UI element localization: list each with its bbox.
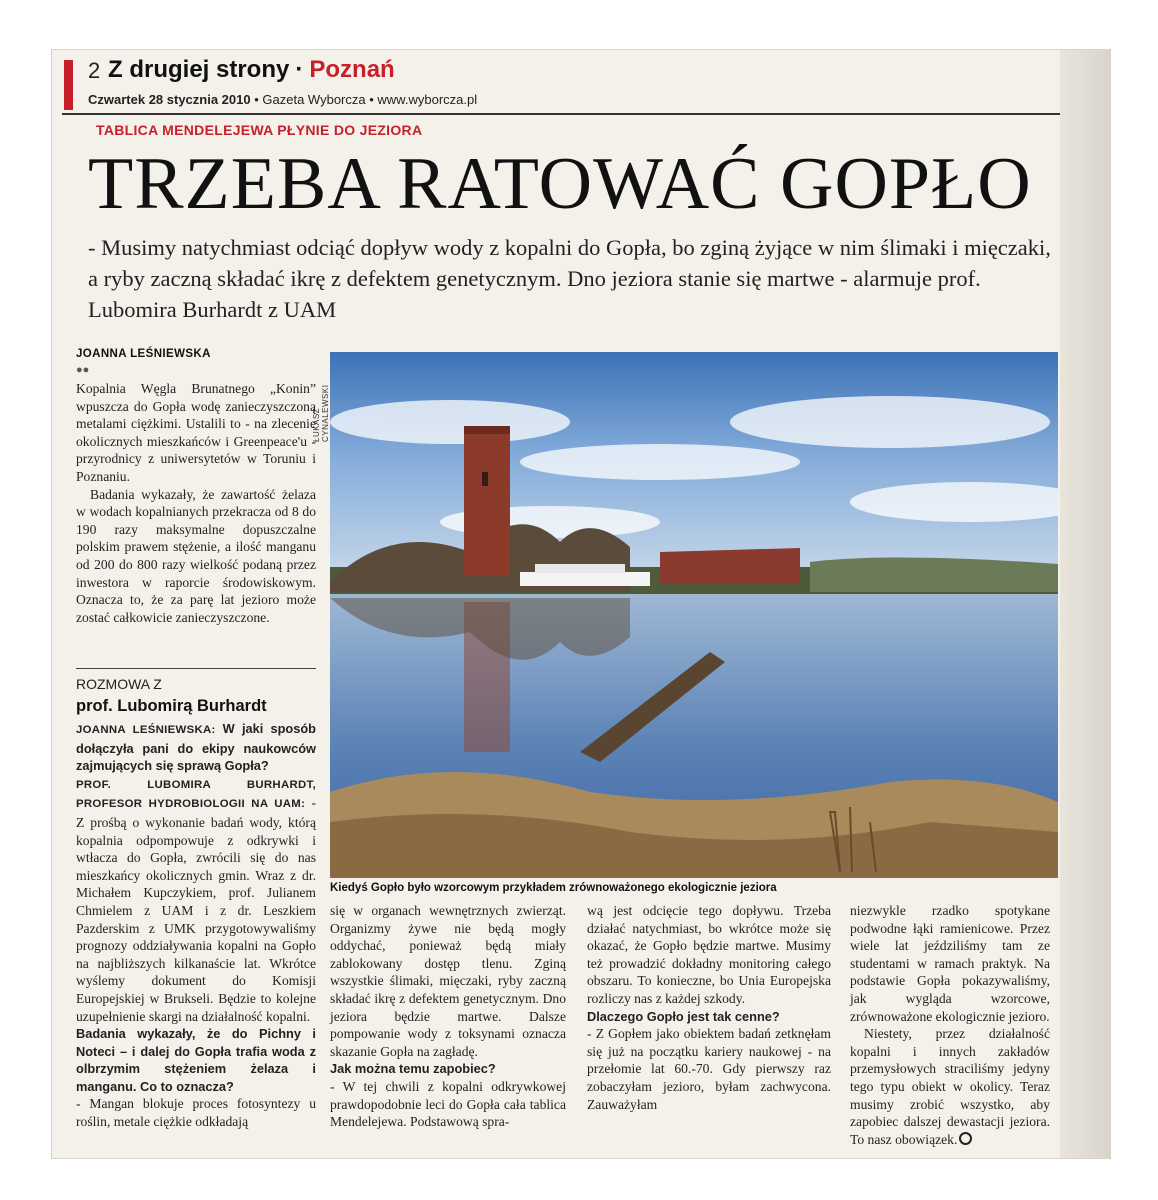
answer-3-continued: wą jest odcięcie tego dopływu. Trzeba działać natychmiast, bo wkrótce może się okazać, że Gopło będzie martwe. Musimy też prowadzić dokładny monitoring całego obszaru. To konieczne, bo Unia Europejska rozliczy nas z każdej szkody. bbox=[587, 903, 831, 1006]
article-photo-goplo-lake bbox=[330, 352, 1058, 878]
answer-5-text: Niestety, przez działalność kopalni i innych zakładów przemysłowych straciliśmy jedyny tego typu obiekt w okolicy. Teraz musimy zrobić wszystko, aby zapobiec dalszej dewastacji jeziora. To nasz obowiązek. bbox=[850, 1026, 1050, 1147]
answer-1 bbox=[76, 775, 316, 1025]
question-4: Dlaczego Gopło jest tak cenne? bbox=[587, 1008, 780, 1024]
intro-paragraph-1: Kopalnia Węgla Brunatnego „Konin” wpuszcza do Gopła wodę zanieczyszczoną metalami ciężkimi. Ustalili to - na zlecenie okolicznych mieszkańców i Greenpeace'u - przyrodnicy z uniwersytetów w Toruniu i Poznaniu. bbox=[76, 381, 316, 484]
article-kicker: TABLICA MENDELEJEWA PŁYNIE DO JEZIORA bbox=[96, 122, 423, 138]
interview-column-4 bbox=[850, 902, 1050, 1148]
question-3: Jak można temu zapobiec? bbox=[330, 1061, 496, 1077]
paper-name: Gazeta Wyborcza bbox=[262, 92, 366, 107]
answer-4-continued: niezwykle rzadko spotykane podwodne łąki ramienicowe. Przez wiele lat jeździliśmy tam ze studentami w ramach praktyk. Na podstawie Gopła pokazywaliśmy, jak wygląda wzorcowe, zrównoważone ekologicznie jezioro. bbox=[850, 903, 1050, 1024]
paper-website: www.wyborcza.pl bbox=[377, 92, 478, 107]
separator-dot: · bbox=[295, 56, 304, 83]
adjacent-page-edge bbox=[1060, 50, 1110, 1158]
photo-credit: ŁUKASZ CYNALEWSKI bbox=[312, 384, 330, 442]
end-of-article-mark bbox=[959, 1132, 972, 1145]
article-lead: - Musimy natychmiast odciąć dopływ wody z kopalni do Gopła, bo zginą żyjące w nim ślimaki i mięczaki, a ryby zaczną składać ikrę z defektem genetycznym. Dno jeziora stanie się martwe - alarmuje prof. Lubomira Burhardt z UAM bbox=[88, 235, 1051, 322]
byline-bullets: ●● bbox=[76, 364, 90, 376]
page-number: 2 bbox=[88, 58, 101, 83]
issue-date: Czwartek 28 stycznia 2010 bbox=[88, 92, 251, 107]
answer-5 bbox=[850, 1025, 1050, 1148]
intro-column bbox=[76, 380, 316, 626]
separator-dot: • bbox=[369, 92, 378, 107]
interview-column-3 bbox=[587, 902, 831, 1113]
section-header bbox=[108, 56, 395, 84]
article-headline: TRZEBA RATOWAĆ GOPŁO bbox=[88, 143, 1032, 225]
section-city: Poznań bbox=[309, 56, 395, 83]
answer-2-continued: się w organach wewnętrznych zwierząt. Organizmy żywe nie będą mogły oddychać, ponieważ będą miały zablokowany dostęp tlenu. Zginą wszystkie ślimaki, mięczaki, ryby zaczną składać ikrę z defektem genetycznym. Dno jeziora będzie martwe. Dalsze pompowanie wody z toksynami oznacza skazanie Gopła na zagładę. bbox=[330, 903, 566, 1059]
header-rule bbox=[62, 113, 1060, 115]
answer-speaker: PROF. LUBOMIRA BURHARDT, PROFESOR HYDROBIOLOGII NA UAM: bbox=[76, 778, 316, 811]
interview-guest: prof. Lubomirą Burhardt bbox=[76, 697, 267, 715]
section-name: Z drugiej strony bbox=[108, 56, 290, 83]
interview-divider bbox=[76, 668, 316, 669]
question-speaker: JOANNA LEŚNIEWSKA: bbox=[76, 724, 216, 736]
answer-4-start: - Z Gopłem jako obiektem badań zetknęłam się już na początku kariery naukowej - na przełomie lat 60.-70. Gdy pierwszy raz zobaczyłam jezioro, byłam zachwycona. Zauważyłam bbox=[587, 1026, 831, 1112]
answer-text: - Z prośbą o wykonanie badań wody, którą kopalnia odpompowuje z odkrywki i wtłacza do Gopła, zwrócili się do nas mieszkańcy okolicznych gmin. Wraz z dr. Michałem Kupczykiem, prof. Julianem Chmielem z UAM i z dr. Leszkiem Pazderskim z UMK przygotowywaliśmy prognozy oddziaływania kopalni na Gopło na najbliższych kilkanaście lat. Wkrótce wyślemy dokument do Komisji Europejskiej w Brukseli. Będzie to kolejne uzupełnienie skargi na działalność kopalni. bbox=[76, 795, 316, 1024]
interview-label: ROZMOWA Z bbox=[76, 676, 162, 692]
section-color-bar bbox=[64, 60, 73, 110]
question-1 bbox=[76, 720, 316, 775]
question-text: W jaki sposób dołączyła pani do ekipy naukowców zajmujących się sprawą Gopła? bbox=[76, 721, 316, 774]
interview-column-1 bbox=[76, 720, 316, 1131]
dateline bbox=[88, 92, 477, 107]
photo-caption: Kiedyś Gopło było wzorcowym przykładem zrównoważonego ekologicznie jeziora bbox=[330, 882, 777, 894]
answer-2-start: - Mangan blokuje proces fotosyntezy u roślin, metale ciężkie odkładają bbox=[76, 1096, 316, 1130]
separator-dot: • bbox=[254, 92, 263, 107]
question-2: Badania wykazały, że do Pichny i Noteci – i dalej do Gopła trafia woda z olbrzymim stężeniem żelaza i manganu. Co to oznacza? bbox=[76, 1026, 316, 1094]
intro-paragraph-2: Badania wykazały, że zawartość żelaza w wodach kopalnianych przekracza od 8 do 190 razy maksymalne dopuszczalne polskim prawem stężenie, a ilość manganu od 200 do 800 razy wielkość podaną przez inwestora w raporcie środowiskowym. Oznacza to, że za parę lat jezioro może zostać całkowicie zanieczyszczone. bbox=[76, 486, 316, 625]
answer-3-start: - W tej chwili z kopalni odkrywkowej prawdopodobnie leci do Gopła cała tablica Mendelejewa. Podstawową spra- bbox=[330, 1078, 566, 1130]
interview-column-2 bbox=[330, 902, 566, 1131]
byline: JOANNA LEŚNIEWSKA bbox=[76, 348, 211, 360]
